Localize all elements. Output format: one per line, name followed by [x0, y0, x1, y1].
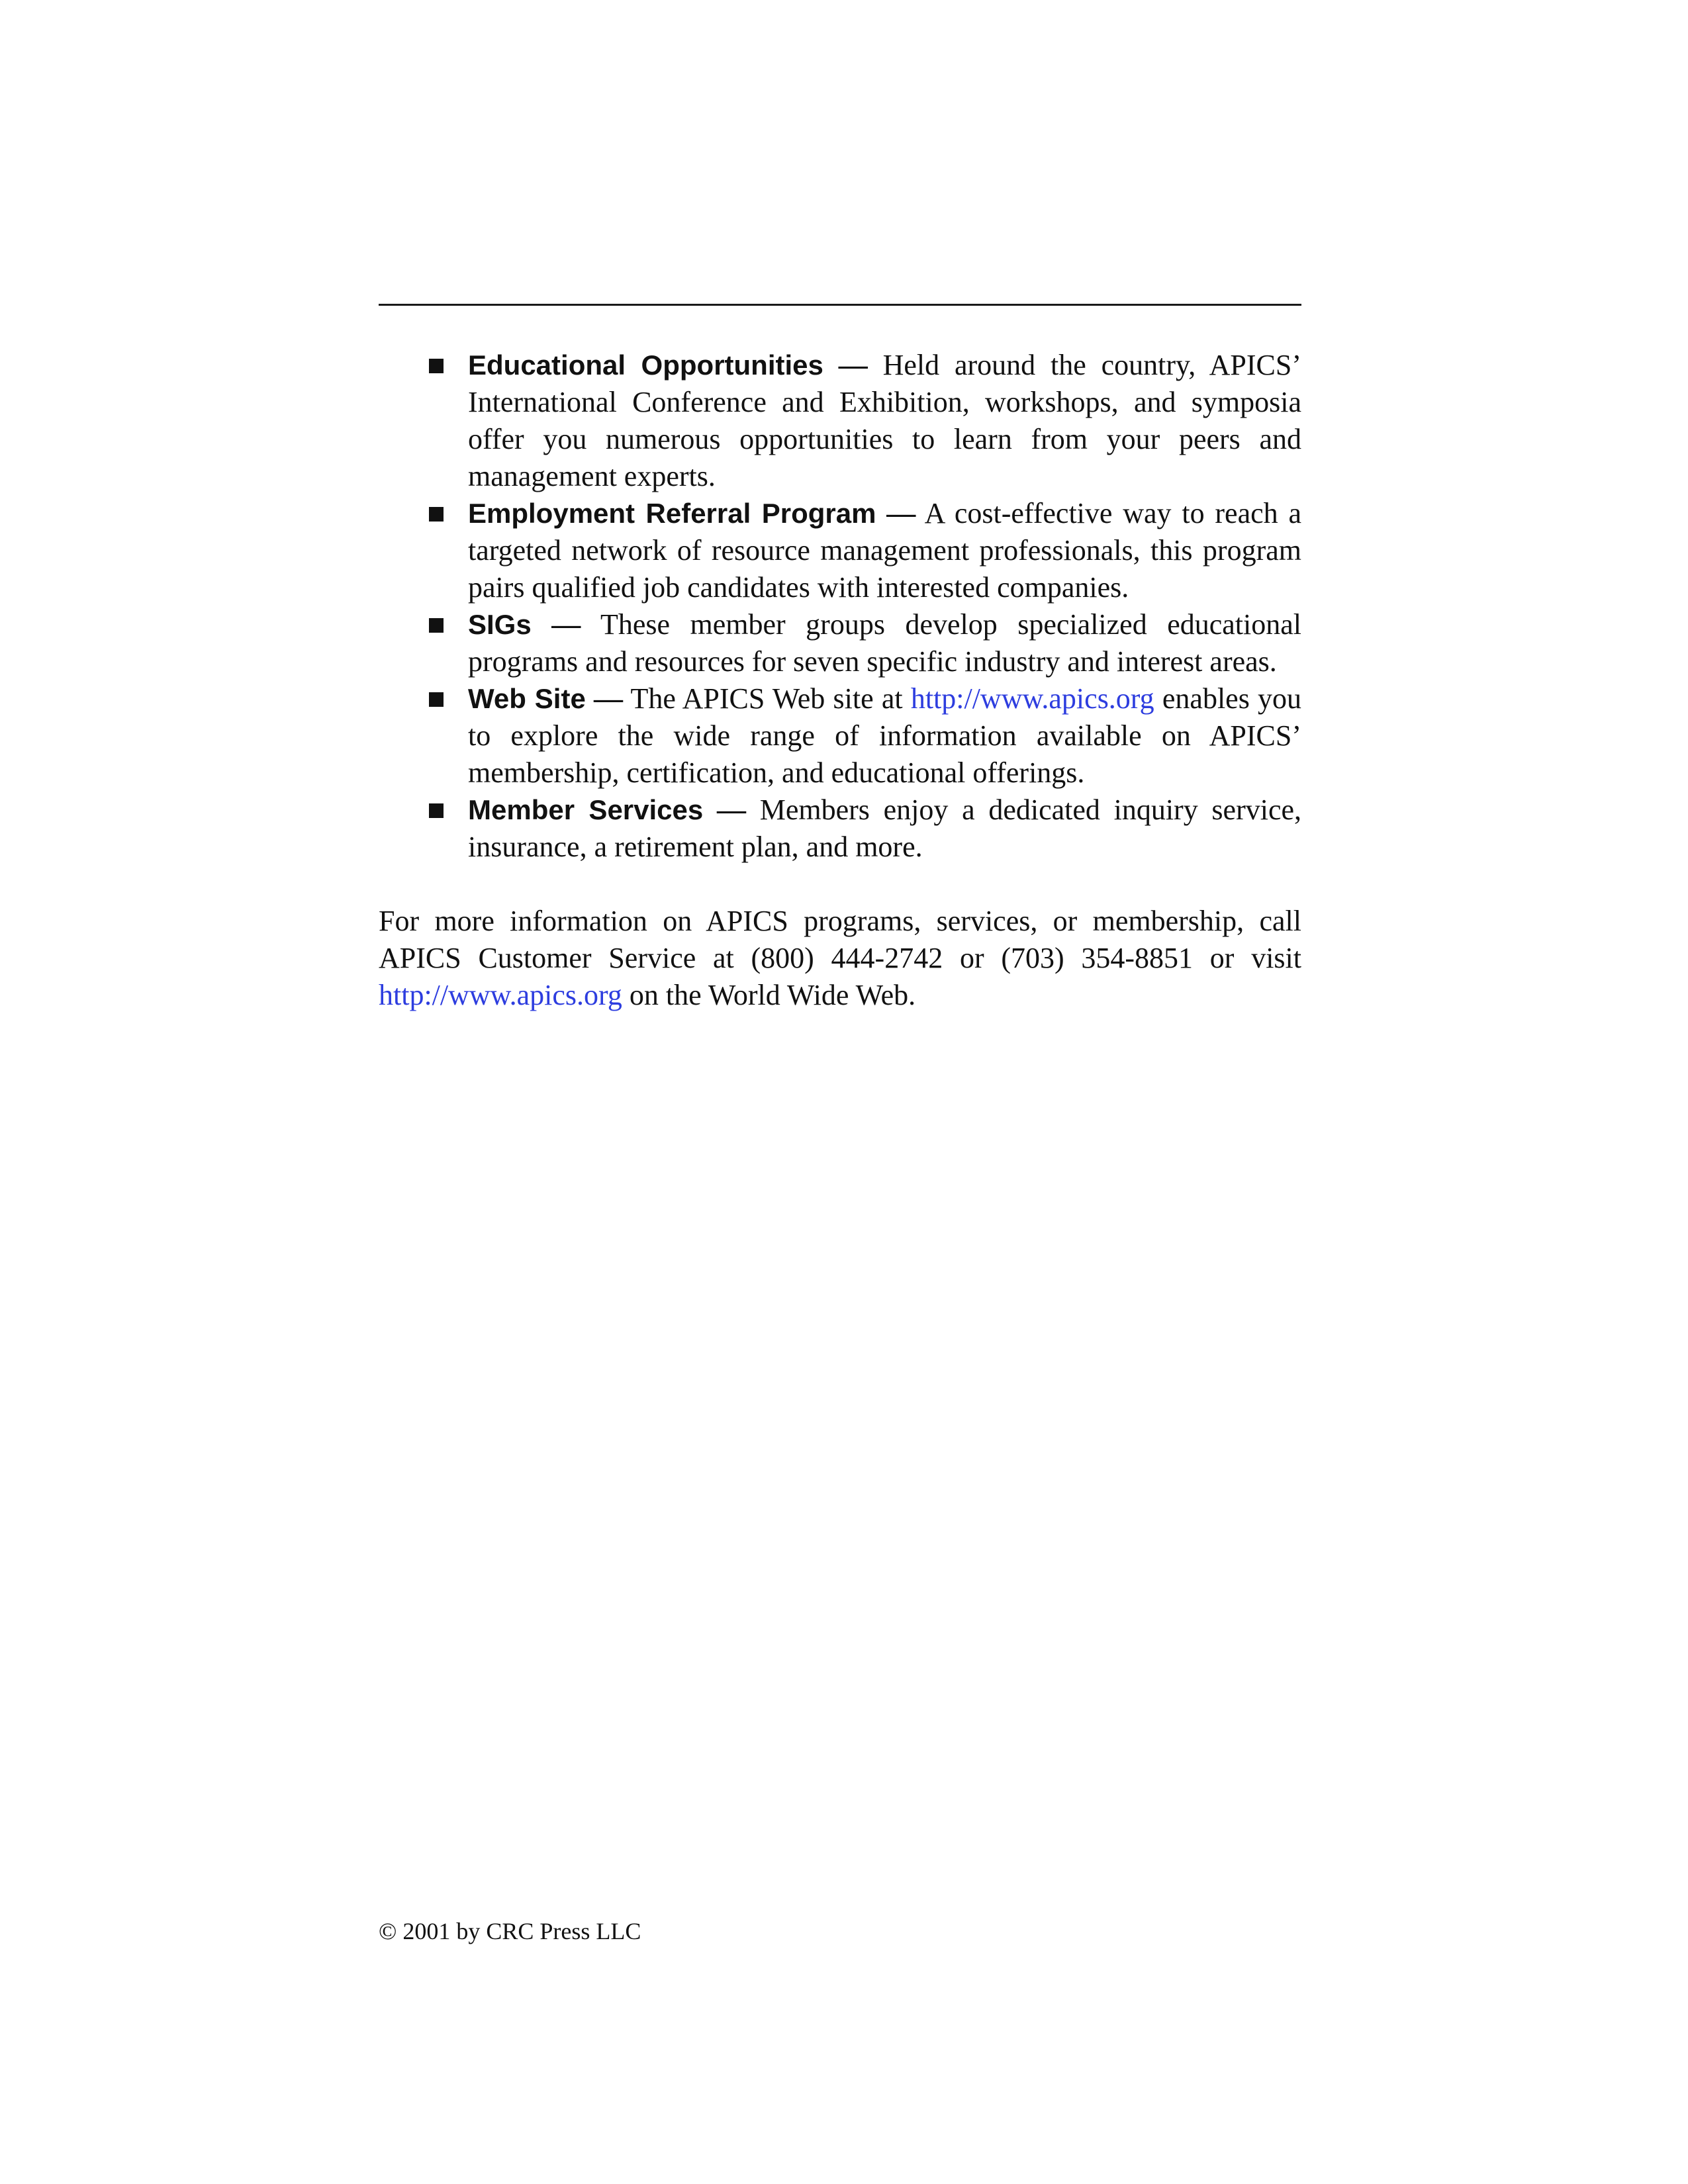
item-description: Held around the country, APICS’ International Conference and Exhibition, workshops, and symposia offer you numerous opportunities to learn from your peers and management experts.	[468, 349, 1301, 492]
item-description-before-link: The APICS Web site at	[630, 682, 903, 715]
square-bullet-icon	[429, 803, 444, 818]
copyright-notice: © 2001 by CRC Press LLC	[379, 1918, 641, 1944]
list-item-member-services	[379, 792, 1301, 866]
more-info-text-before-link: For more information on APICS programs, services, or membership, call APICS Customer Service at (800) 444-2742 or (703) 354-8851 or visit	[379, 905, 1301, 974]
list-item-sigs	[379, 606, 1301, 680]
item-description: Members enjoy a dedicated inquiry service, insurance, a retirement plan, and more.	[468, 794, 1301, 863]
square-bullet-icon	[429, 692, 444, 707]
benefits-list	[379, 347, 1301, 866]
item-term: SIGs	[468, 609, 532, 640]
apics-website-link-footer[interactable]: http://www.apics.org	[379, 979, 622, 1011]
em-dash: —	[551, 608, 581, 641]
more-info-text-after-link: on the World Wide Web.	[629, 979, 916, 1011]
square-bullet-icon	[429, 618, 444, 633]
item-term: Member Services	[468, 794, 704, 825]
square-bullet-icon	[429, 359, 444, 373]
item-term: Employment Referral Program	[468, 498, 876, 529]
square-bullet-icon	[429, 507, 444, 522]
list-item-web-site	[379, 680, 1301, 792]
item-description-after-link: enables you to explore the wide range of information available on APICS’ membership, certification, and educational offerings.	[468, 682, 1302, 789]
item-term: Web Site	[468, 683, 586, 714]
em-dash: —	[838, 349, 868, 381]
em-dash: —	[716, 794, 746, 826]
more-information-paragraph	[379, 903, 1301, 1014]
top-rule	[379, 304, 1301, 306]
item-description: These member groups develop specialized educational programs and resources for seven specific industry and interest areas.	[468, 608, 1301, 678]
item-term: Educational Opportunities	[468, 349, 823, 381]
page-content	[379, 347, 1301, 1014]
apics-website-link[interactable]: http://www.apics.org	[910, 682, 1154, 715]
list-item-employment-referral-program	[379, 495, 1301, 606]
item-description: A cost-effective way to reach a targeted network of resource management professionals, this program pairs qualified job candidates with interested companies.	[468, 497, 1301, 604]
list-item-educational-opportunities	[379, 347, 1301, 495]
em-dash: —	[594, 682, 624, 715]
em-dash: —	[886, 497, 916, 529]
